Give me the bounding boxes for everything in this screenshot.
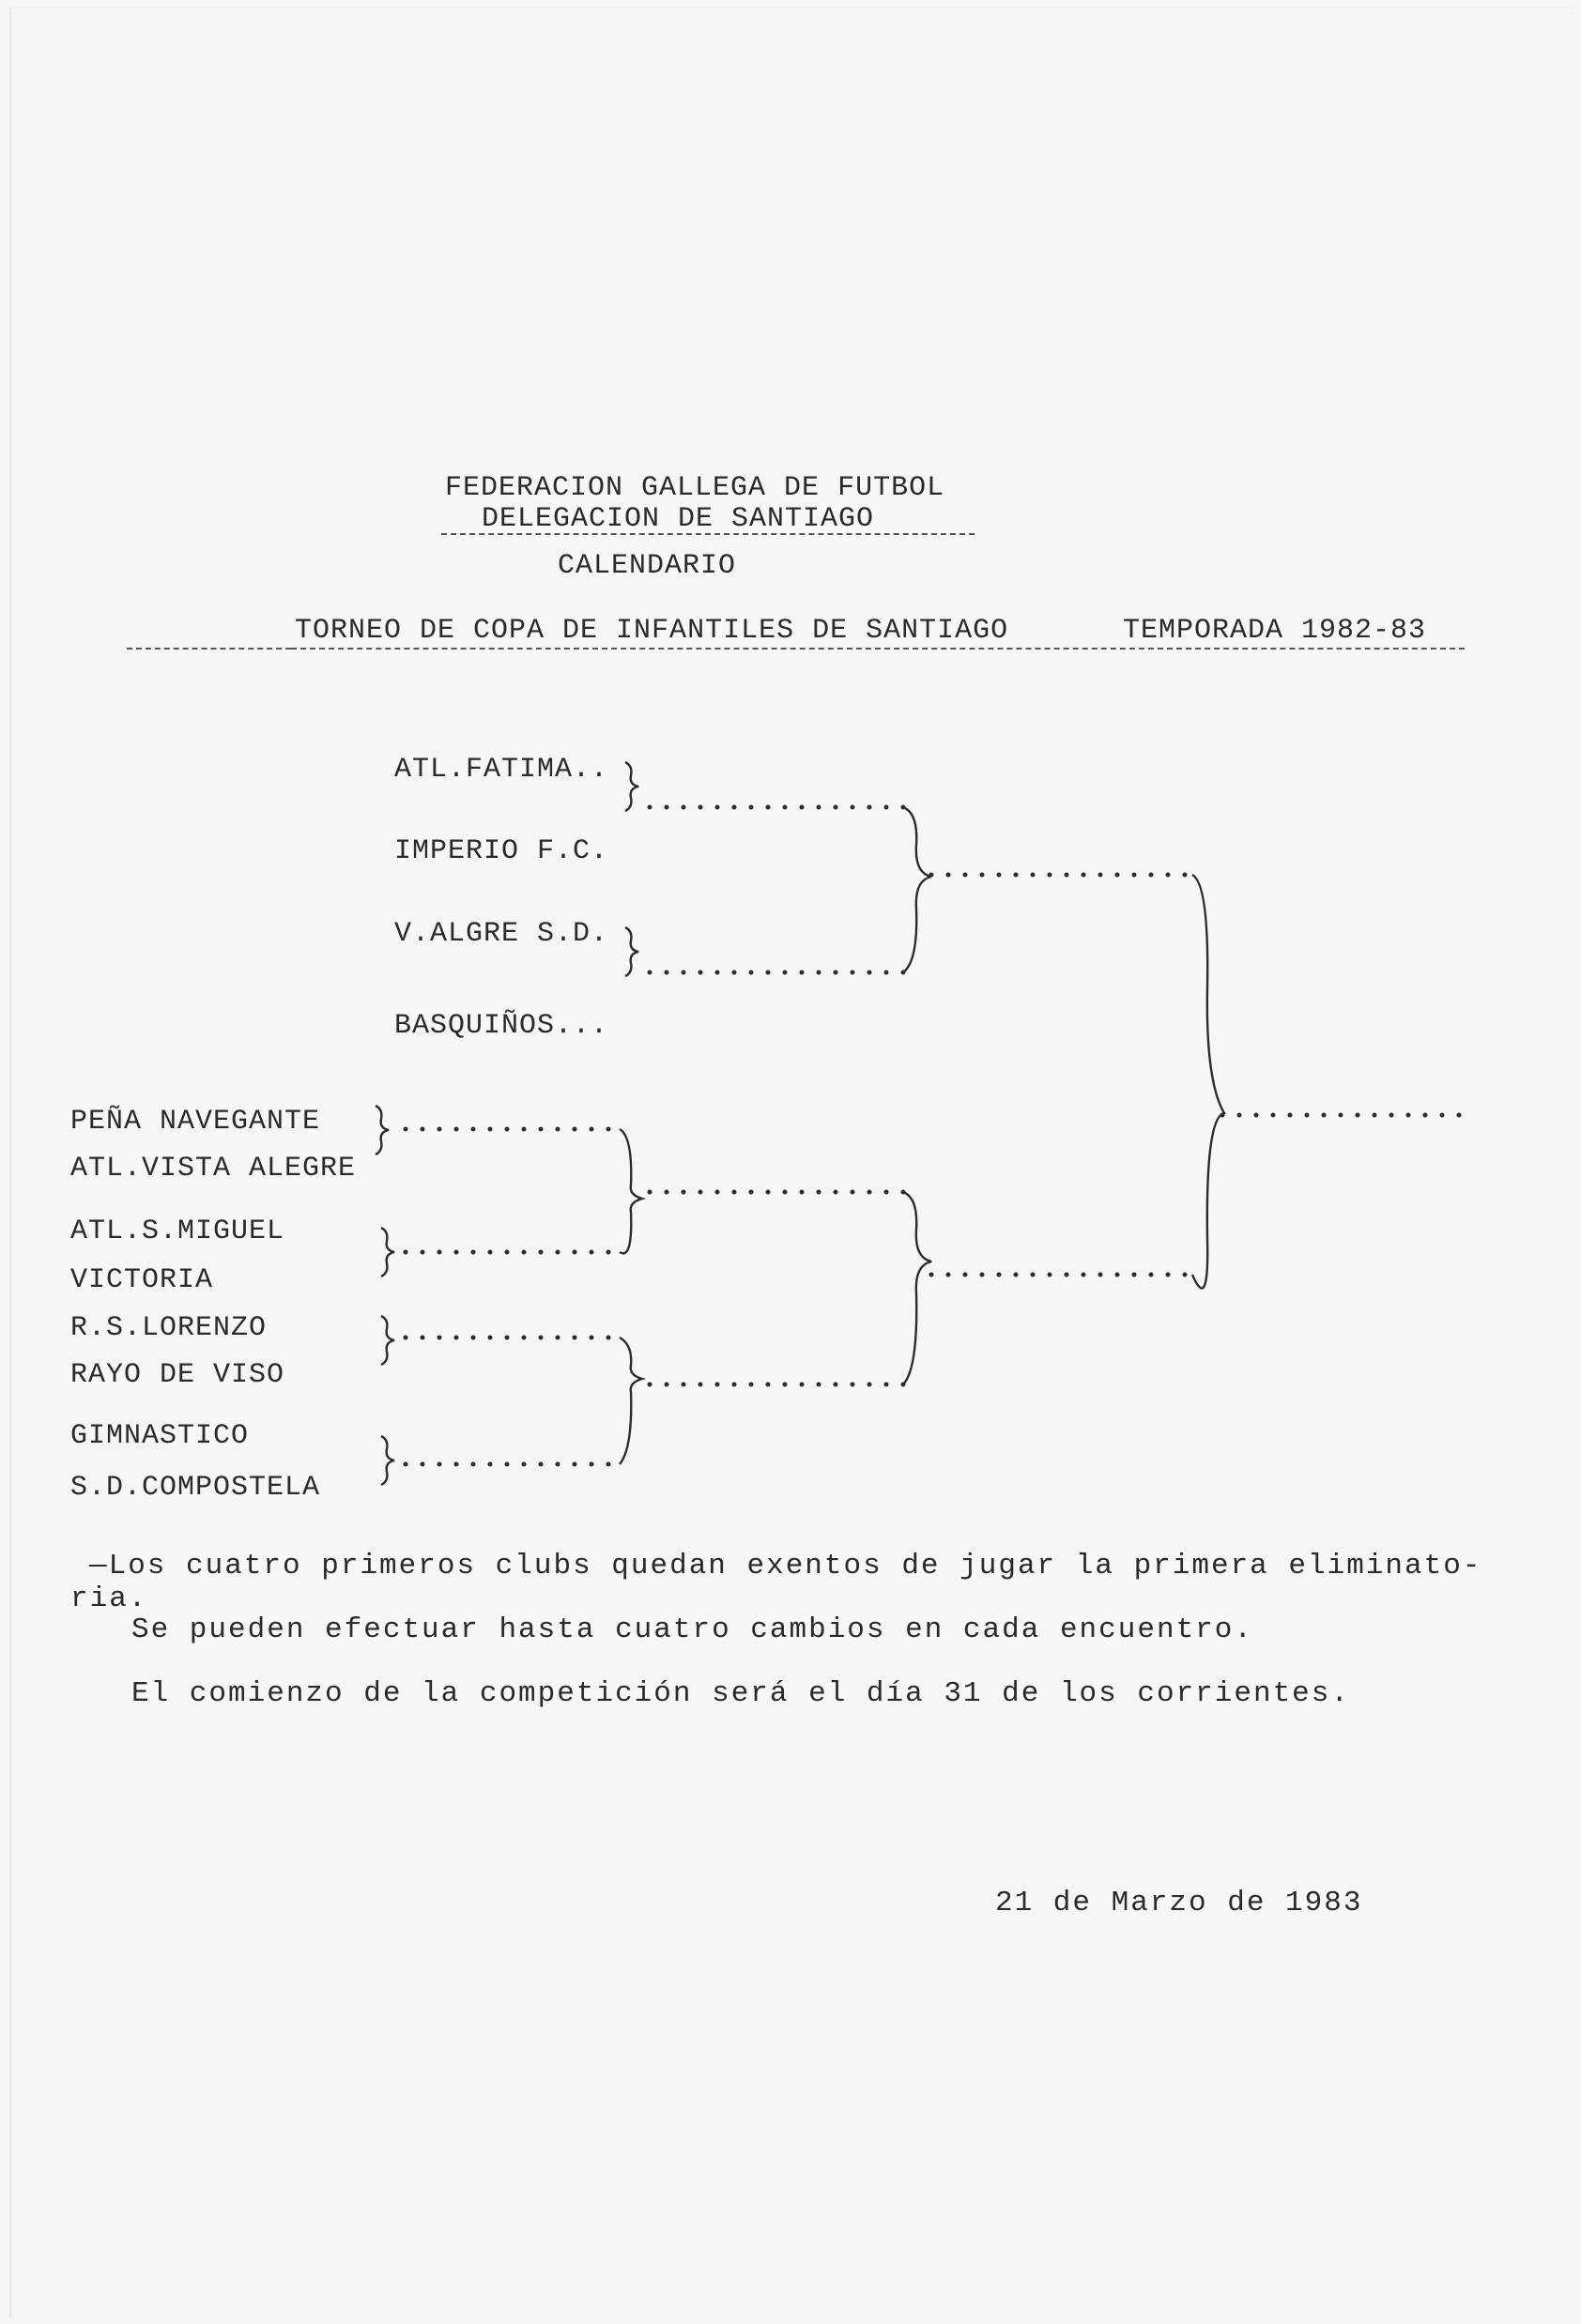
bracket-brace: [625, 927, 638, 976]
bracket-brace: [620, 1338, 642, 1464]
delegation-title: DELEGACION DE SANTIAGO: [482, 503, 875, 535]
exempt-team: ATL.FATIMA..: [394, 754, 609, 786]
first-round-team: VICTORIA: [70, 1264, 214, 1296]
note-exempt: —Los cuatro primeros clubs quedan exentos de jugar la primera eliminato-: [89, 1550, 1482, 1582]
exempt-team: IMPERIO F.C.: [394, 835, 609, 867]
note-exempt-continued: ria.: [70, 1582, 148, 1615]
document-date: 21 de Marzo de 1983: [995, 1887, 1363, 1919]
bracket-brace: [381, 1436, 394, 1485]
first-round-team: R.S.LORENZO: [70, 1312, 268, 1344]
note-start-date: El comienzo de la competición será el día 31 de los corrientes.: [131, 1677, 1350, 1710]
bracket-brace: [376, 1106, 389, 1154]
bracket-brace: [1192, 875, 1224, 1288]
calendar-label: CALENDARIO: [558, 550, 737, 582]
first-round-team: RAYO DE VISO: [70, 1359, 285, 1391]
bracket-brace: [381, 1228, 394, 1277]
bracket-brace: [625, 762, 638, 811]
first-round-team: GIMNASTICO: [70, 1420, 250, 1452]
exempt-team: V.ALGRE S.D.: [394, 918, 609, 950]
note-substitutions: Se pueden efectuar hasta cuatro cambios en cada encuentro.: [131, 1613, 1253, 1646]
first-round-team: ATL.S.MIGUEL: [70, 1216, 285, 1247]
first-round-team: ATL.VISTA ALEGRE: [70, 1153, 357, 1185]
season-label: TEMPORADA 1982-83: [1123, 615, 1427, 647]
first-round-team: S.D.COMPOSTELA: [70, 1472, 321, 1504]
first-round-team: PEÑA NAVEGANTE: [70, 1106, 321, 1138]
bracket-brace: [903, 807, 931, 972]
bracket-brace: [381, 1316, 394, 1365]
bracket-brace: [903, 1192, 931, 1384]
tournament-title: TORNEO DE COPA DE INFANTILES DE SANTIAGO: [295, 615, 1009, 647]
exempt-team: BASQUIÑOS...: [394, 1010, 609, 1042]
bracket-brace: [620, 1129, 642, 1253]
federation-title: FEDERACION GALLEGA DE FUTBOL: [445, 472, 945, 504]
